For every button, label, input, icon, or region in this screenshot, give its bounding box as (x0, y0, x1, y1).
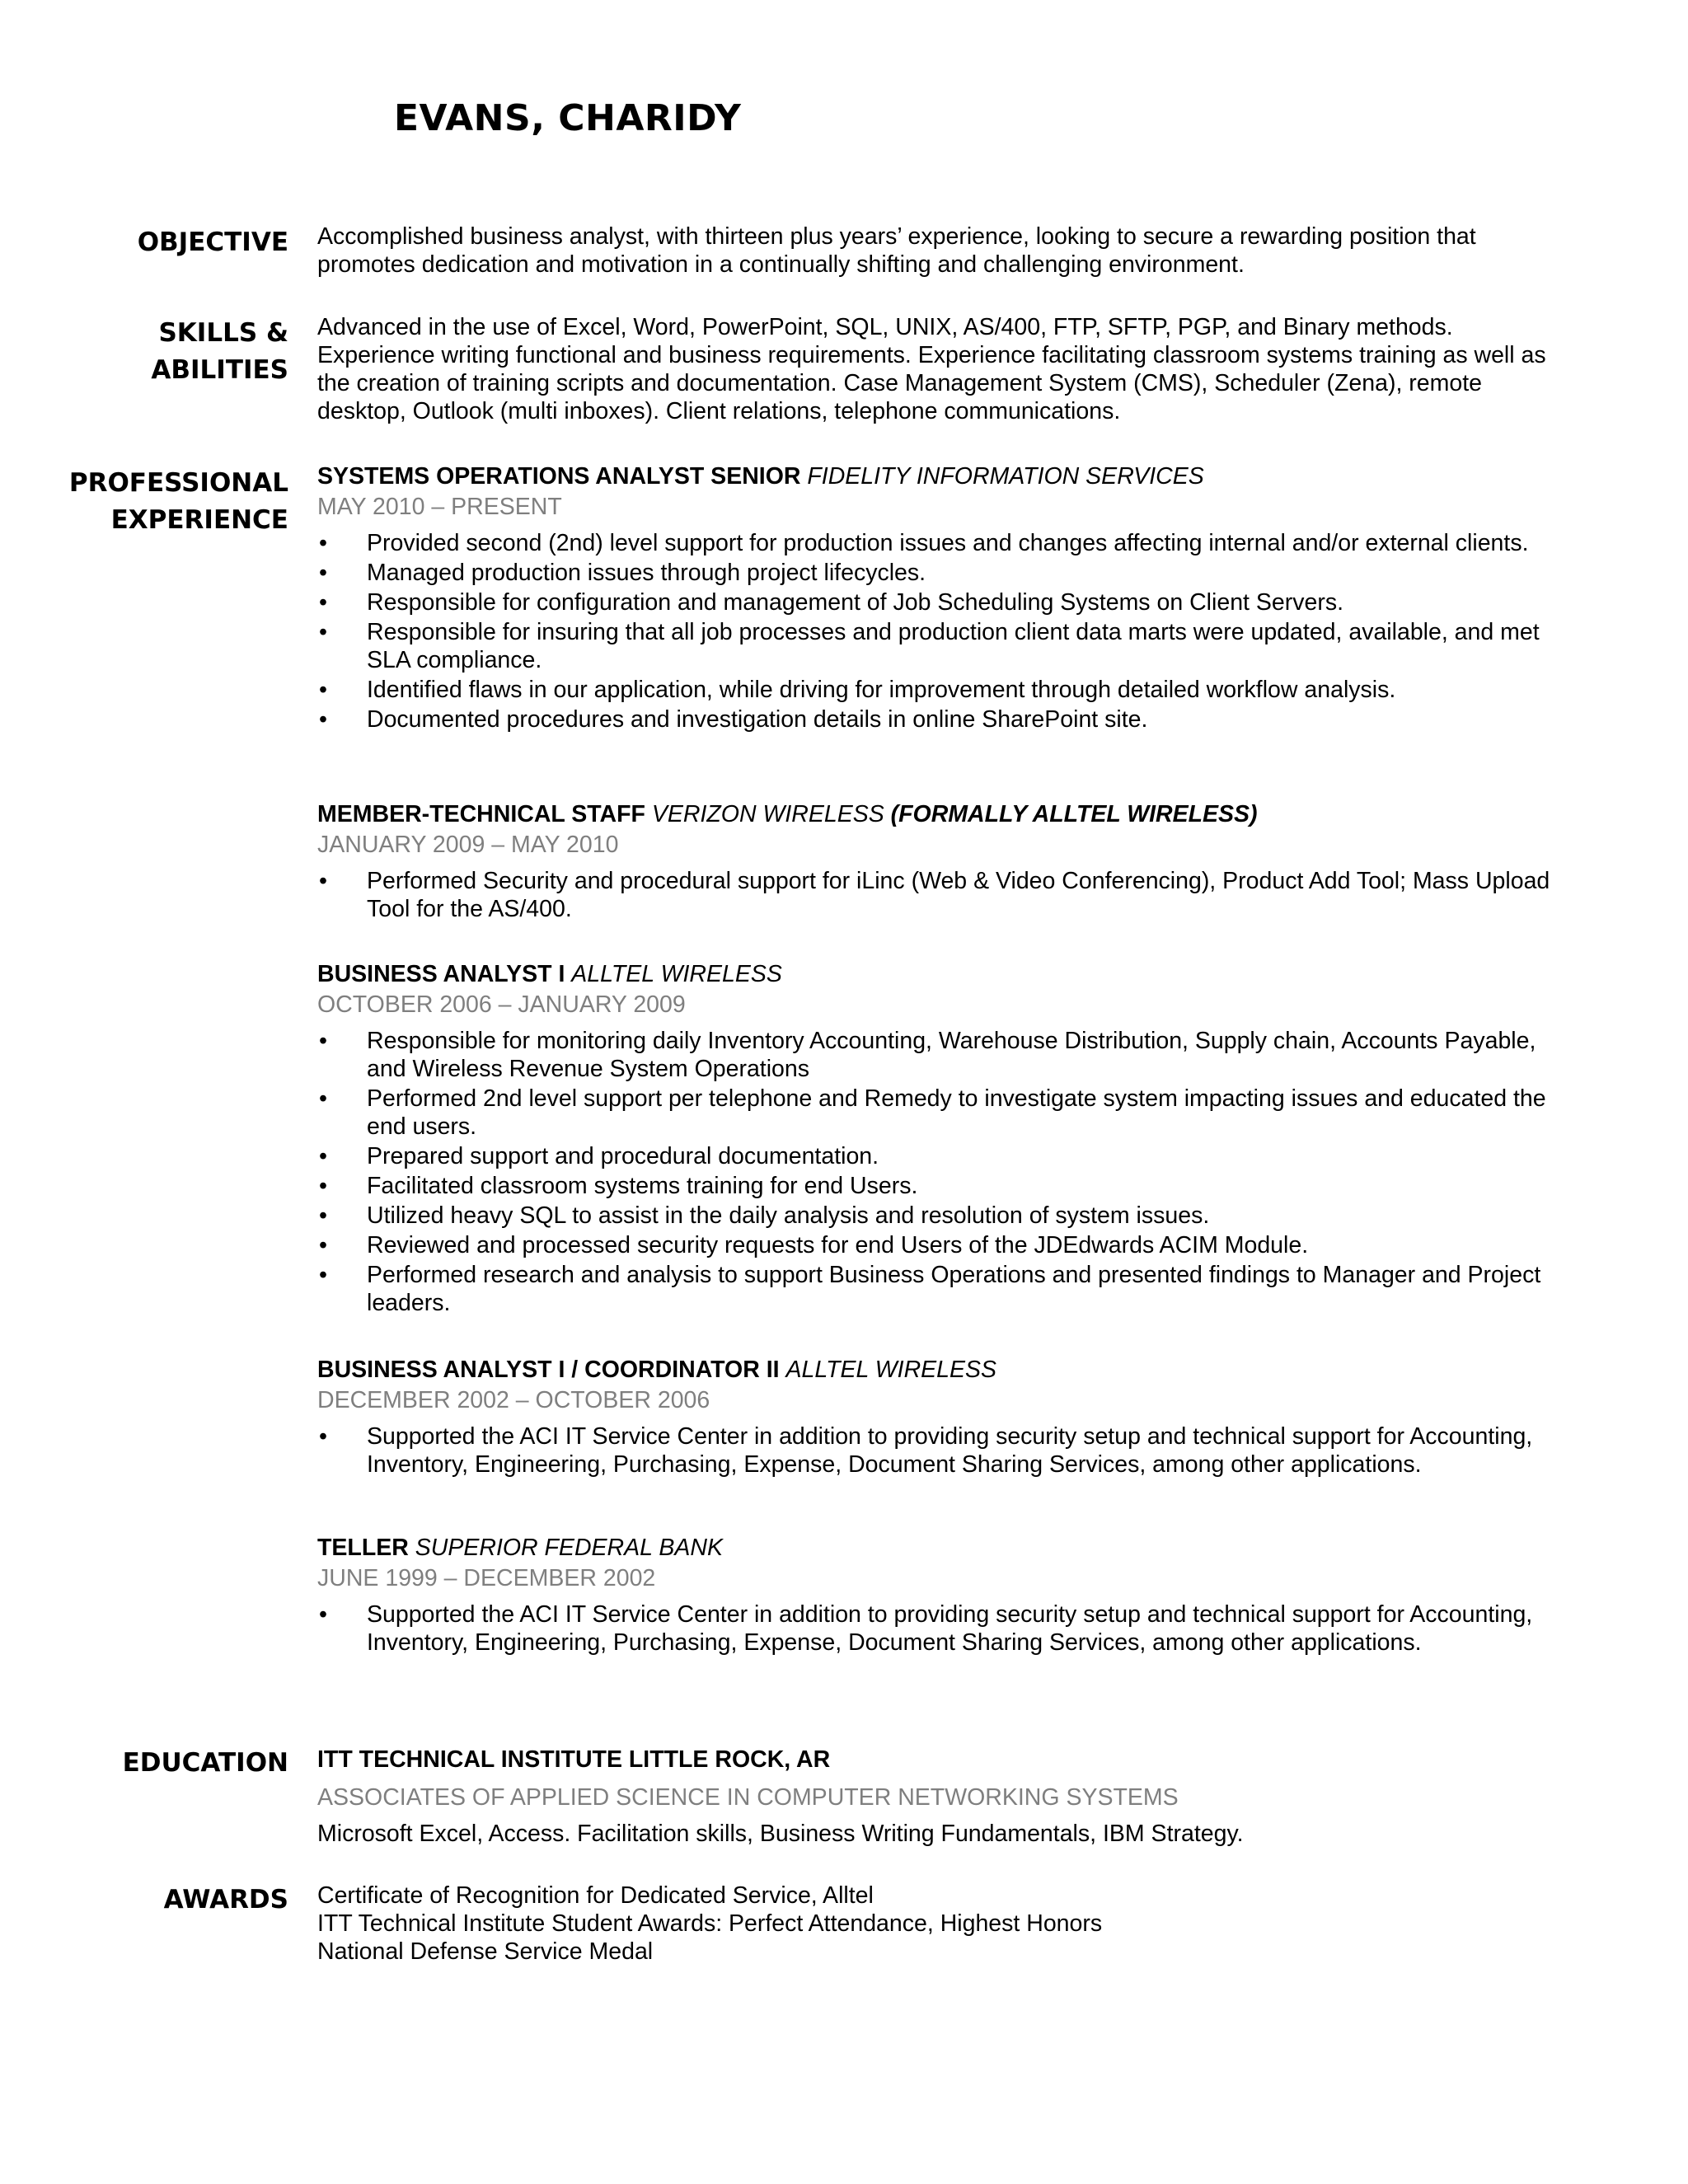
job-bullets (317, 867, 1562, 923)
skills-heading-line2: ABILITIES (151, 355, 288, 385)
job-entry (317, 799, 1562, 925)
list-item (317, 1172, 1562, 1200)
education-heading (49, 1745, 288, 1782)
job-entry (317, 1355, 1562, 1480)
bullet-text: Managed production issues through project lifecycles. (367, 560, 926, 586)
job-dates: MAY 2010 – PRESENT (317, 494, 562, 520)
bullet-text: Supported the ACI IT Service Center in addition to providing security setup and technical support for Accounting, Inventory, Engineering, Purchasing, Expense, Document Sharing Services, among other applications. (367, 1601, 1533, 1656)
job-title-line (317, 462, 1562, 491)
job-entry (317, 959, 1562, 1319)
job-title-line (317, 959, 1562, 989)
bullet-icon: • (319, 1232, 327, 1258)
education-details: Microsoft Excel, Access. Facilitation skills, Business Writing Fundamentals, IBM Strategy. (317, 1821, 1244, 1847)
list-item (317, 867, 1562, 923)
list-item (317, 1601, 1562, 1657)
job-company: ALLTEL WIRELESS (571, 961, 782, 987)
bullet-text: Performed research and analysis to support Business Operations and presented findings to Manager and Project leaders. (367, 1262, 1541, 1316)
education-heading-text: EDUCATION (122, 1748, 288, 1778)
education-body (317, 1743, 1562, 1850)
job-dates: OCTOBER 2006 – JANUARY 2009 (317, 991, 686, 1018)
bullet-icon: • (319, 1085, 327, 1112)
bullet-icon: • (319, 677, 327, 703)
bullet-icon: • (319, 868, 327, 894)
list-item (317, 1202, 1562, 1230)
bullet-text: Prepared support and procedural documentation. (367, 1143, 879, 1169)
list-item (317, 559, 1562, 587)
bullet-text: Reviewed and processed security requests for end Users of the JDEdwards ACIM Module. (367, 1232, 1309, 1258)
bullet-icon: • (319, 1262, 327, 1288)
list-item (317, 705, 1562, 733)
skills-text: Advanced in the use of Excel, Word, PowerPoint, SQL, UNIX, AS/400, FTP, SFTP, PGP, and Binary methods. Experience writing functional and business requirements. Experience facilitating classroom systems training as well as the creation of training scripts and documentation. Case Management System (CMS), Scheduler (Zena), remote desktop, Outlook (multi inboxes). Client relations, telephone communications. (317, 314, 1546, 424)
list-item (317, 1142, 1562, 1170)
list-item (317, 1085, 1562, 1141)
job-dates: DECEMBER 2002 – OCTOBER 2006 (317, 1387, 710, 1413)
bullet-icon: • (319, 560, 327, 586)
job-title-line (317, 1533, 1562, 1563)
bullet-text: Supported the ACI IT Service Center in addition to providing security setup and technical support for Accounting, Inventory, Engineering, Purchasing, Expense, Document Sharing Services, among other applications. (367, 1423, 1533, 1478)
list-item (317, 1422, 1562, 1479)
job-entry (317, 1533, 1562, 1658)
list-item (317, 618, 1562, 674)
objective-heading (49, 224, 288, 261)
bullet-text: Provided second (2nd) level support for production issues and changes affecting internal and/or external clients. (367, 530, 1529, 556)
list-item (317, 1231, 1562, 1259)
skills-heading (49, 315, 288, 389)
job-title-line (317, 799, 1562, 829)
bullet-icon: • (319, 706, 327, 733)
job-dates: JUNE 1999 – DECEMBER 2002 (317, 1565, 656, 1591)
award-item: National Defense Service Medal (317, 1938, 654, 1965)
awards-heading-text: AWARDS (163, 1885, 288, 1915)
job-title: MEMBER-TECHNICAL STAFF (317, 801, 645, 827)
bullet-icon: • (319, 1202, 327, 1229)
job-title-line (317, 1355, 1562, 1385)
award-item: ITT Technical Institute Student Awards: Perfect Attendance, Highest Honors (317, 1910, 1103, 1937)
experience-heading (49, 465, 288, 539)
skills-body (317, 313, 1562, 425)
bullet-icon: • (319, 530, 327, 556)
education-degree: ASSOCIATES OF APPLIED SCIENCE IN COMPUTER NETWORKING SYSTEMS (317, 1784, 1179, 1811)
job-company: FIDELITY INFORMATION SERVICES (807, 463, 1204, 490)
bullet-icon: • (319, 1173, 327, 1199)
bullet-icon: • (319, 1028, 327, 1054)
bullet-icon: • (319, 1423, 327, 1450)
bullet-text: Performed 2nd level support per telephone and Remedy to investigate system impacting issues and educated the end users. (367, 1085, 1546, 1140)
bullet-text: Documented procedures and investigation details in online SharePoint site. (367, 706, 1148, 733)
bullet-text: Responsible for configuration and management of Job Scheduling Systems on Client Servers. (367, 589, 1343, 616)
candidate-name: EVANS, CHARIDY (394, 97, 742, 139)
job-bullets (317, 1422, 1562, 1479)
bullet-text: Identified flaws in our application, while driving for improvement through detailed workflow analysis. (367, 677, 1396, 703)
job-title: TELLER (317, 1535, 409, 1561)
education-school: ITT TECHNICAL INSTITUTE LITTLE ROCK, AR (317, 1746, 831, 1773)
job-company: SUPERIOR FEDERAL BANK (415, 1535, 723, 1561)
bullet-text: Utilized heavy SQL to assist in the daily analysis and resolution of system issues. (367, 1202, 1210, 1229)
list-item (317, 588, 1562, 616)
bullet-icon: • (319, 1143, 327, 1169)
bullet-text: Responsible for monitoring daily Inventory Accounting, Warehouse Distribution, Supply chain, Accounts Payable, and Wireless Revenue System Operations (367, 1028, 1536, 1082)
bullet-icon: • (319, 589, 327, 616)
job-bullets (317, 1601, 1562, 1657)
awards-body (317, 1882, 1562, 1966)
job-dates: JANUARY 2009 – MAY 2010 (317, 832, 619, 858)
list-item (317, 1027, 1562, 1083)
bullet-icon: • (319, 619, 327, 645)
experience-heading-line1: PROFESSIONAL (68, 468, 288, 498)
bullet-text: Facilitated classroom systems training for end Users. (367, 1173, 918, 1199)
bullet-text: Performed Security and procedural support for iLinc (Web & Video Conferencing), Product Add Tool; Mass Upload Tool for the AS/400. (367, 868, 1550, 922)
job-bullets (317, 529, 1562, 733)
awards-heading (49, 1882, 288, 1919)
award-item: Certificate of Recognition for Dedicated Service, Alltel (317, 1882, 874, 1909)
objective-body (317, 223, 1562, 279)
job-title: BUSINESS ANALYST I (317, 961, 565, 987)
job-company: ALLTEL WIRELESS (785, 1357, 997, 1383)
job-company-note: (FORMALLY ALLTEL WIRELESS) (890, 801, 1258, 827)
objective-heading-text: OBJECTIVE (137, 227, 288, 257)
list-item (317, 676, 1562, 704)
job-company: VERIZON WIRELESS (651, 801, 884, 827)
experience-heading-line2: EXPERIENCE (110, 505, 288, 535)
bullet-icon: • (319, 1601, 327, 1628)
list-item (317, 529, 1562, 557)
list-item (317, 1261, 1562, 1317)
job-title: SYSTEMS OPERATIONS ANALYST SENIOR (317, 463, 801, 490)
job-title: BUSINESS ANALYST I / COORDINATOR II (317, 1357, 780, 1383)
job-entry (317, 462, 1562, 735)
skills-heading-line1: SKILLS & (158, 318, 288, 348)
bullet-text: Responsible for insuring that all job processes and production client data marts were updated, available, and met SLA compliance. (367, 619, 1540, 673)
objective-text: Accomplished business analyst, with thirteen plus years’ experience, looking to secure a rewarding position that promotes dedication and motivation in a continually shifting and challenging environment. (317, 223, 1476, 278)
job-bullets (317, 1027, 1562, 1317)
